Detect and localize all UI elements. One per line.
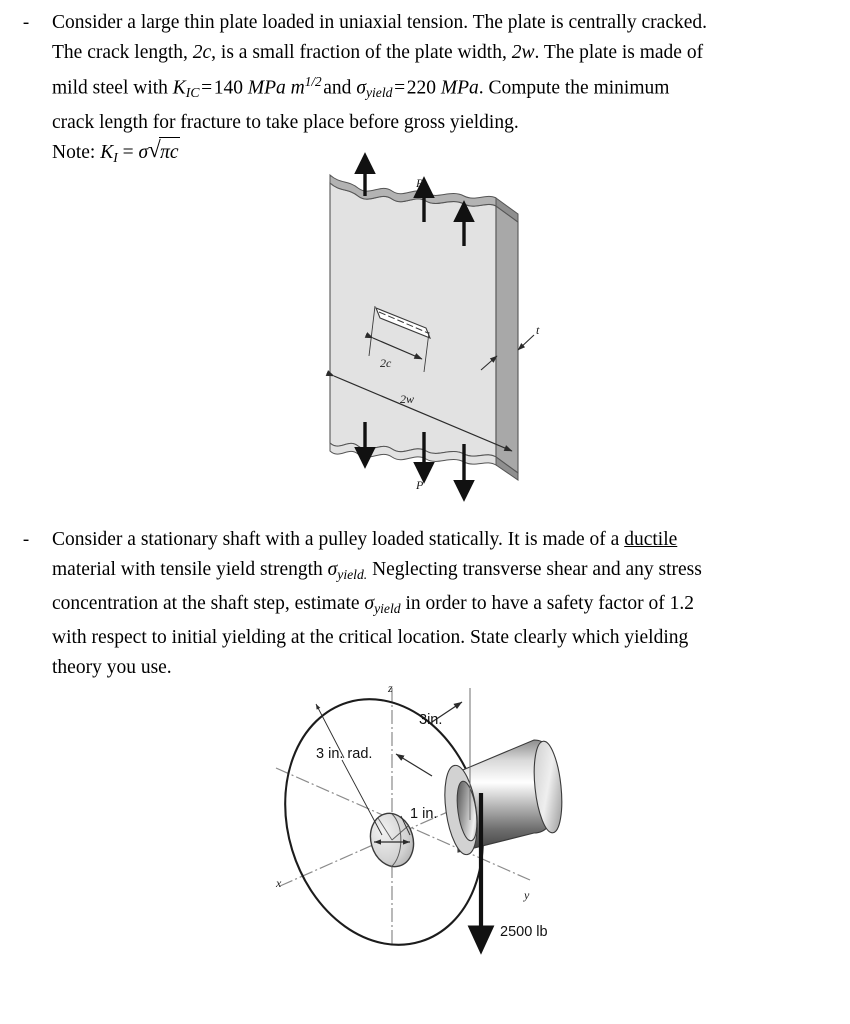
axis-x-label: x [276, 876, 282, 890]
question-2-line-5: theory you use. [52, 656, 172, 678]
plate-front-face [330, 183, 496, 457]
plate-crack-length-label: 2c [380, 356, 392, 370]
question-2-line-2: material with tensile yield strength $\sigma_{yield.}$ Neglecting transverse shear and any stress [52, 558, 702, 582]
yield-strength-subscript-1: yield. [337, 566, 368, 582]
yield-stress-unit: MPa [440, 77, 479, 99]
applied-load-label: 2500 lb [500, 924, 548, 940]
pulley-radius-leader-lower [342, 760, 382, 835]
question-1-line-1: Consider a large thin plate loaded in uniaxial tension. The plate is centrally cracked. [52, 12, 708, 33]
safety-factor-value: 1.2 [669, 592, 695, 614]
question-2-line-1: Consider a stationary shaft with a pulley loaded statically. It is made of a ductile [52, 529, 678, 550]
crack-length-symbol: 2c [192, 41, 212, 63]
fracture-toughness-value: 140 [213, 77, 243, 99]
question-2-block [0, 525, 820, 682]
yield-stress-subscript: yield [365, 85, 393, 101]
fracture-toughness-unit: MPa m [247, 77, 305, 99]
question-1-line-3: mild steel with $K_{IC}$ = 140 MPa $m^{1/2}$ and $\sigma_{yield}$ = 220 MPa. Compute the minimum [52, 74, 670, 101]
note-label: Note: [52, 142, 96, 164]
question-2-bullet: - [22, 529, 30, 550]
plate-width-label: 2w [400, 392, 415, 406]
figure-cracked-plate [318, 160, 548, 505]
question-1-line-4: crack length for fracture to take place before gross yielding. [52, 111, 519, 133]
cracked-plate-drawing [318, 160, 548, 505]
question-1-text [52, 8, 820, 172]
yield-strength-symbol-1: σ [327, 558, 338, 580]
yield-stress-symbol: σ [356, 77, 366, 99]
figure-shaft-with-pulley [262, 680, 602, 990]
yield-strength-symbol-2: σ [364, 592, 375, 614]
axis-y-label: y [524, 888, 530, 902]
question-2-line-4: with respect to initial yielding at the critical location. State clearly which yielding [52, 627, 689, 649]
plate-load-label-top: P [416, 176, 424, 190]
radical-icon: √ [148, 135, 161, 162]
pulley-radius-dim-arrow [396, 754, 432, 776]
plate-width-symbol: 2w [511, 41, 535, 63]
question-2-text [52, 525, 820, 682]
fracture-toughness-subscript: IC [185, 85, 200, 101]
yield-strength-subscript-2: yield [374, 600, 401, 616]
note-sigma: σ [138, 142, 149, 164]
shaft-diameter-label: 1 in. [410, 806, 438, 822]
ductile-underlined: ductile [624, 529, 678, 550]
question-1-block [0, 8, 820, 172]
note-stress-intensity-subscript: I [113, 149, 118, 165]
note-equals: = [122, 142, 134, 164]
question-1-line-2: The crack length, 2c, is a small fraction of the plate width, 2w. The plate is made of [52, 41, 704, 63]
plate-thickness-face [496, 206, 518, 473]
shaft-offset-label: 3in. [419, 712, 443, 728]
question-1-bullet: - [22, 12, 30, 33]
note-radicand: πc [159, 137, 179, 168]
axis-z-label: z [388, 681, 393, 695]
yield-stress-value: 220 [406, 77, 436, 99]
question-2-line-3: concentration at the shaft step, estimate $\sigma_{yield}$ in order to have a safety factor of 1.2 [52, 592, 695, 616]
fracture-toughness-exponent: 1/2 [304, 74, 322, 89]
pulley-radius-label: 3 in. rad. [316, 746, 373, 762]
thickness-leader-line-outer [518, 335, 534, 350]
note-stress-intensity-symbol: K [100, 142, 114, 164]
fracture-toughness-symbol: K [172, 77, 186, 99]
plate-thickness-label: t [536, 323, 540, 337]
note-sqrt [148, 137, 179, 168]
plate-load-label-bottom: P [416, 478, 424, 492]
